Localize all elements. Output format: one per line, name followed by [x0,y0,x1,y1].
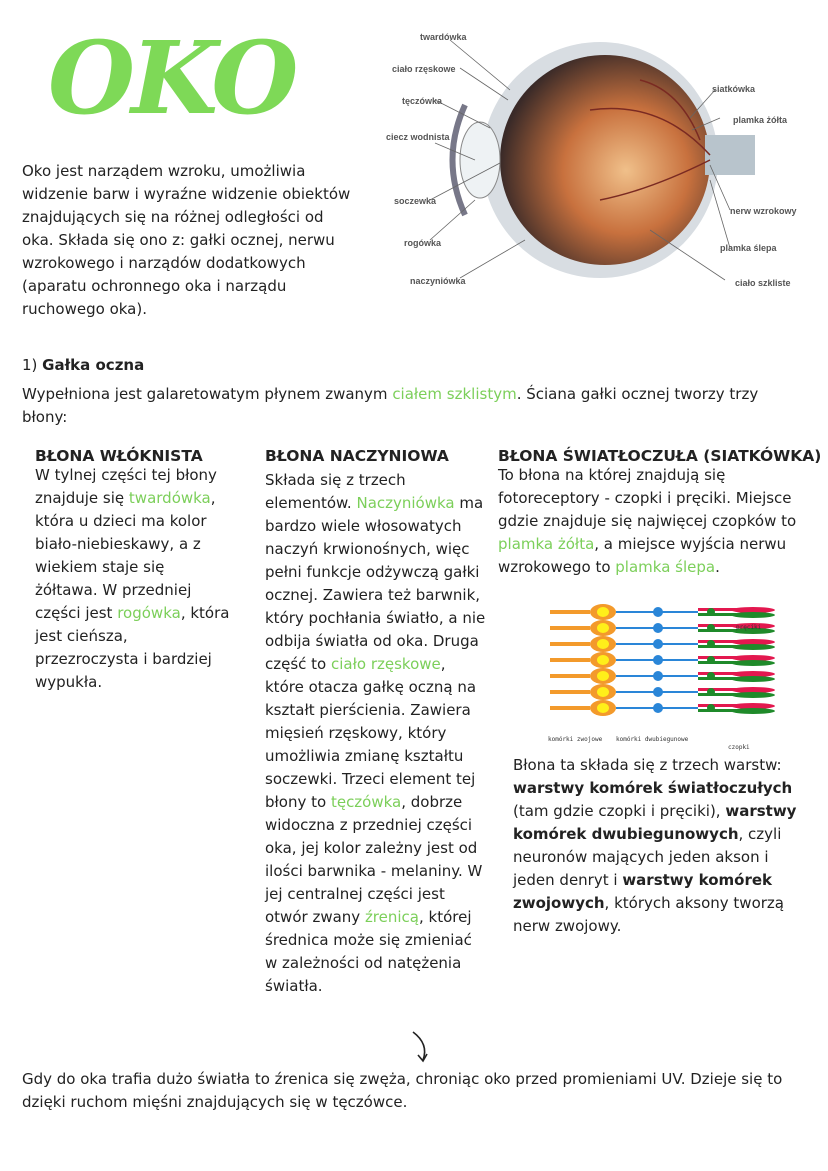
bold-term: warstwy komórek dwubiegunowych [513,802,797,843]
text-segment: . Ściana gałki ocznej tworzy trzy błony: [22,385,759,426]
photoreceptor-body [707,672,715,680]
label-ciecz-wodnista: ciecz wodnista [386,132,450,142]
highlighted-term: tęczówka [330,793,402,811]
text-segment: , które otacza gałkę oczną na kształt pierścienia. Zawiera mięsień rzęskowy, który umożliwia zmianę kształtu soczewki. Trzeci element tej błony to [265,655,477,811]
text-segment: Oko jest narządem wzroku, umożliwia widzenie barw i wyraźne widzenie obiektów znajdujących się na różnej odległości od oka. Składa się ono z: gałki ocznej, nerwu wzrokowego i narządów dodatkowych (aparatu ochronnego oka i narządu ruchowego oka). [22,162,351,318]
text-segment: (tam gdzie czopki i pręciki), [513,802,726,820]
section-intro [22,383,802,429]
ganglion-nucleus [597,687,609,697]
label-teczowka: tęczówka [402,96,443,106]
layers-text [513,754,803,938]
arrow-icon [405,1030,435,1064]
ganglion-nucleus [597,703,609,713]
rod-outer [731,676,775,682]
rod-outer [731,644,775,650]
text-segment: , a miejsce wyjścia nerwu wzrokowego to [498,535,787,576]
eye-diagram [380,20,820,300]
text-segment: W tylnej części tej błony znajduje się [35,466,217,507]
text-segment: , czyli neuronów mających jeden akson i jeden denryt i [513,825,782,889]
col2-text [265,469,487,998]
page-title: OKO [48,19,295,137]
rod-outer [731,660,775,666]
bipolar-cell [653,671,663,681]
bipolar-cell [653,687,663,697]
retina-diagram [548,600,778,751]
highlighted-term: ciałem szklistym [392,385,517,403]
section-heading [22,354,144,377]
label-soczewka: soczewka [394,196,437,206]
text-segment: Gdy do oka trafia dużo światła to źrenica się zwęża, chroniąc oko przed promieniami UV. Dzieje się to dzięki ruchom mięśni znajdujących się w tęczówce. [22,1070,783,1111]
text-segment: ma bardzo wiele włosowatych naczyń krwionośnych, więc pełni funkcje odżywczą gałki ocznej. Zawiera też barwnik, który pochłania światło, a nie odbija światła od oka. Druga część to [265,494,486,673]
col1-heading: BŁONA WŁÓKNISTA [35,447,203,465]
text-segment: , która u dzieci ma kolor biało-niebieskawy, a z wiekiem staje się żółtawa. W przedniej części jest [35,489,216,622]
highlighted-term: plamka ślepa [615,558,716,576]
highlighted-term: twardówka [128,489,211,507]
col3-heading: BŁONA ŚWIATŁOCZUŁA (SIATKÓWKA) [498,447,822,465]
text-segment: , których aksony tworzą nerw zwojowy. [513,894,784,935]
label-ganglion: komórki zwojowe [548,736,603,743]
ganglion-nucleus [597,623,609,633]
bipolar-cell [653,623,663,633]
bipolar-cell [653,655,663,665]
photoreceptor-body [707,704,715,712]
ganglion-axon [550,658,590,662]
text-segment: , której średnica może się zmieniać w zależności od natężenia światła. [265,908,472,995]
label-rogowka: rogówka [404,238,442,248]
text-segment: To błona na której znajdują się fotoreceptory - czopki i pręciki. Miejsce gdzie znajduje się najwięcej czopków to [498,466,797,530]
ganglion-axon [550,690,590,694]
ganglion-axon [550,674,590,678]
section-title: Gałka oczna [42,356,145,374]
section-number: 1) [22,356,43,374]
text-segment: , dobrze widoczna z przedniej części oka, jej kolor zależny jest od ilości barwnika - melaniny. W jej centralnej części jest otwór zwany [265,793,483,926]
bipolar-cell [653,607,663,617]
photoreceptor-body [707,608,715,616]
col2-heading: BŁONA NACZYNIOWA [265,447,449,465]
ganglion-nucleus [597,639,609,649]
ganglion-axon [550,642,590,646]
text-segment: Składa się z trzech elementów. [265,471,406,512]
label-rods: pręciki [736,624,762,631]
label-siatkowka: siatkówka [712,84,756,94]
label-bipolar: komórki dwubiegunowe [616,736,689,743]
label-plamka-zolta: plamka żółta [733,115,788,125]
ganglion-axon [550,626,590,630]
highlighted-term: plamka żółta [498,535,595,553]
photoreceptor-body [707,640,715,648]
photoreceptor-body [707,624,715,632]
ganglion-axon [550,706,590,710]
bipolar-cell [653,639,663,649]
highlighted-term: rogówka [117,604,181,622]
photoreceptor-body [707,688,715,696]
label-nerw-wzrokowy: nerw wzrokowy [730,206,797,216]
ganglion-nucleus [597,655,609,665]
label-plamka-slepa: plamka ślepa [720,243,777,253]
rod-outer [731,692,775,698]
label-cialo-szkliste: ciało szkliste [735,278,791,288]
label-twardowka: twardówka [420,32,467,42]
bipolar-cell [653,703,663,713]
ganglion-nucleus [597,607,609,617]
rod-outer [731,708,775,714]
bold-term: warstwy komórek światłoczułych [513,779,793,797]
col1-text [35,464,230,694]
ganglion-nucleus [597,671,609,681]
photoreceptor-body [707,656,715,664]
label-naczyniowka: naczyniówka [410,276,466,286]
highlighted-term: źrenicą [364,908,419,926]
intro-paragraph [22,160,357,321]
highlighted-term: ciało rzęskowe [331,655,441,673]
text-segment: Wypełniona jest galaretowatym płynem zwanym [22,385,393,403]
bottom-paragraph [22,1068,812,1114]
bold-term: warstwy komórek zwojowych [513,871,773,912]
text-segment: Błona ta składa się z trzech warstw: [513,756,782,774]
text-segment: . [715,558,720,576]
ganglion-axon [550,610,590,614]
label-cialo-rzeskowe: ciało rzęskowe [392,64,456,74]
text-segment: , która jest cieńsza, przezroczysta i bardziej wypukła. [35,604,230,691]
highlighted-term: Naczyniówka [356,494,455,512]
col3-text [498,464,803,579]
label-cones: czopki [728,744,750,751]
